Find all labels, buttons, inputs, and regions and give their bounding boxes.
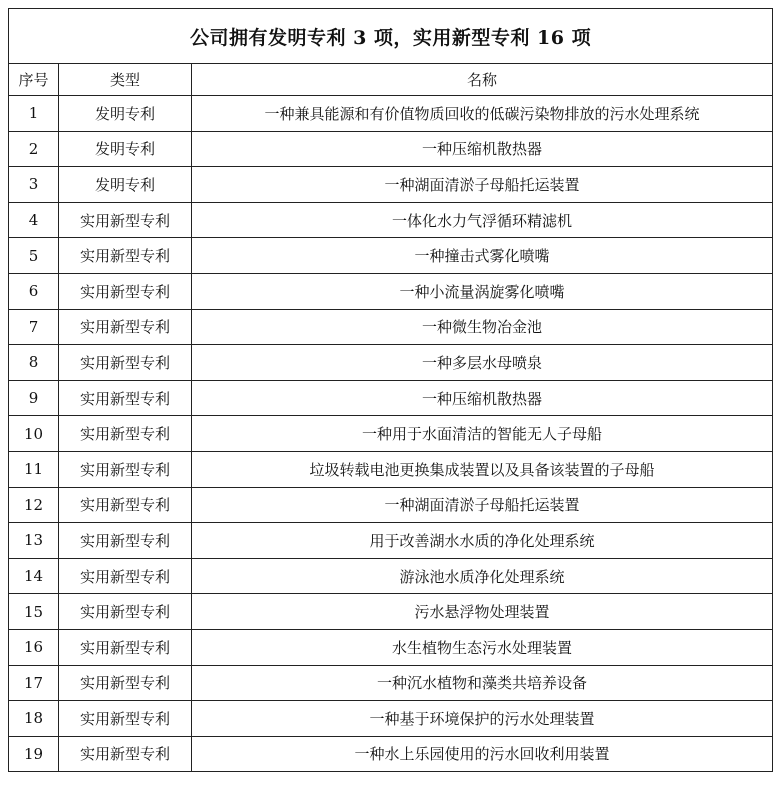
cell-no: 11 xyxy=(9,451,59,487)
cell-type: 实用新型专利 xyxy=(59,736,192,772)
cell-name: 一种用于水面清洁的智能无人子母船 xyxy=(192,416,773,452)
table-row xyxy=(9,167,773,203)
cell-type: 实用新型专利 xyxy=(59,345,192,381)
table-row xyxy=(9,594,773,630)
table-row xyxy=(9,131,773,167)
cell-no: 15 xyxy=(9,594,59,630)
cell-no: 1 xyxy=(9,96,59,132)
cell-name: 一种沉水植物和藻类共培养设备 xyxy=(192,665,773,701)
cell-name: 垃圾转载电池更换集成装置以及具备该装置的子母船 xyxy=(192,451,773,487)
table-row xyxy=(9,309,773,345)
cell-type: 实用新型专利 xyxy=(59,380,192,416)
cell-type: 发明专利 xyxy=(59,131,192,167)
patent-table-container xyxy=(8,8,772,772)
cell-name: 游泳池水质净化处理系统 xyxy=(192,558,773,594)
table-row xyxy=(9,665,773,701)
cell-type: 实用新型专利 xyxy=(59,416,192,452)
cell-type: 实用新型专利 xyxy=(59,309,192,345)
cell-name: 一种基于环境保护的污水处理装置 xyxy=(192,701,773,737)
table-row xyxy=(9,701,773,737)
cell-type: 实用新型专利 xyxy=(59,487,192,523)
cell-no: 12 xyxy=(9,487,59,523)
table-row xyxy=(9,451,773,487)
cell-no: 4 xyxy=(9,202,59,238)
table-row xyxy=(9,345,773,381)
cell-type: 实用新型专利 xyxy=(59,273,192,309)
cell-type: 实用新型专利 xyxy=(59,629,192,665)
column-header-type: 类型 xyxy=(59,64,192,96)
cell-name: 一体化水力气浮循环精滤机 xyxy=(192,202,773,238)
table-row xyxy=(9,487,773,523)
cell-name: 污水悬浮物处理装置 xyxy=(192,594,773,630)
table-row xyxy=(9,736,773,772)
cell-type: 发明专利 xyxy=(59,167,192,203)
table-row xyxy=(9,273,773,309)
cell-no: 3 xyxy=(9,167,59,203)
cell-no: 10 xyxy=(9,416,59,452)
table-row xyxy=(9,238,773,274)
table-title-row xyxy=(9,9,773,64)
cell-name: 一种压缩机散热器 xyxy=(192,380,773,416)
cell-name: 水生植物生态污水处理装置 xyxy=(192,629,773,665)
cell-name: 一种湖面清淤子母船托运装置 xyxy=(192,487,773,523)
patent-table xyxy=(8,8,773,772)
cell-type: 实用新型专利 xyxy=(59,558,192,594)
table-row xyxy=(9,558,773,594)
table-header-row xyxy=(9,64,773,96)
cell-name: 一种水上乐园使用的污水回收利用装置 xyxy=(192,736,773,772)
cell-no: 19 xyxy=(9,736,59,772)
table-title: 公司拥有发明专利 3 项，实用新型专利 16 项 xyxy=(9,9,773,64)
cell-no: 16 xyxy=(9,629,59,665)
table-row xyxy=(9,629,773,665)
table-row xyxy=(9,202,773,238)
table-row xyxy=(9,523,773,559)
cell-no: 6 xyxy=(9,273,59,309)
cell-name: 用于改善湖水水质的净化处理系统 xyxy=(192,523,773,559)
cell-type: 实用新型专利 xyxy=(59,701,192,737)
table-row xyxy=(9,380,773,416)
cell-type: 实用新型专利 xyxy=(59,665,192,701)
cell-type: 实用新型专利 xyxy=(59,451,192,487)
cell-type: 实用新型专利 xyxy=(59,594,192,630)
cell-no: 18 xyxy=(9,701,59,737)
cell-name: 一种湖面清淤子母船托运装置 xyxy=(192,167,773,203)
column-header-name: 名称 xyxy=(192,64,773,96)
cell-name: 一种撞击式雾化喷嘴 xyxy=(192,238,773,274)
cell-no: 7 xyxy=(9,309,59,345)
cell-name: 一种兼具能源和有价值物质回收的低碳污染物排放的污水处理系统 xyxy=(192,96,773,132)
cell-no: 14 xyxy=(9,558,59,594)
cell-name: 一种压缩机散热器 xyxy=(192,131,773,167)
cell-no: 9 xyxy=(9,380,59,416)
table-row xyxy=(9,416,773,452)
cell-type: 发明专利 xyxy=(59,96,192,132)
column-header-no: 序号 xyxy=(9,64,59,96)
cell-name: 一种小流量涡旋雾化喷嘴 xyxy=(192,273,773,309)
cell-no: 2 xyxy=(9,131,59,167)
cell-type: 实用新型专利 xyxy=(59,202,192,238)
table-row xyxy=(9,96,773,132)
cell-name: 一种多层水母喷泉 xyxy=(192,345,773,381)
cell-type: 实用新型专利 xyxy=(59,238,192,274)
cell-no: 5 xyxy=(9,238,59,274)
cell-name: 一种微生物冶金池 xyxy=(192,309,773,345)
cell-no: 17 xyxy=(9,665,59,701)
cell-type: 实用新型专利 xyxy=(59,523,192,559)
cell-no: 8 xyxy=(9,345,59,381)
cell-no: 13 xyxy=(9,523,59,559)
